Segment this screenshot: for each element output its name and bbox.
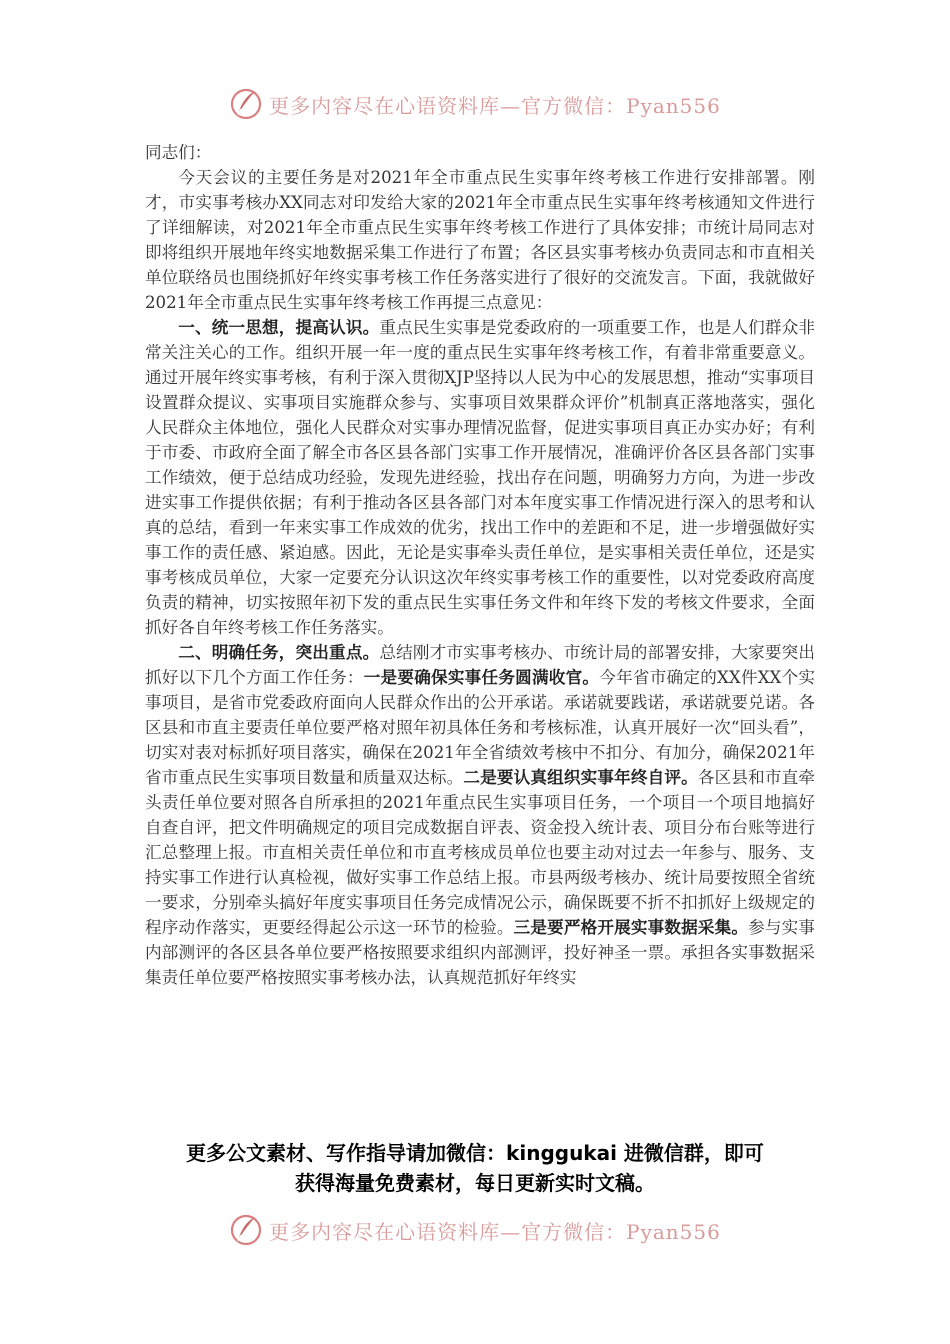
document-body [145, 140, 815, 990]
section-2-heading: 二、明确任务，突出重点。 [178, 642, 380, 662]
watermark-text: 更多内容尽在心语资料库—官方微信：Pyan556 [269, 1219, 721, 1244]
section-2-paragraph [145, 640, 815, 990]
section-1-paragraph [145, 315, 815, 640]
watermark-text: 更多内容尽在心语资料库—官方微信：Pyan556 [269, 93, 721, 118]
quill-logo-icon [229, 1213, 263, 1247]
section-2-body: 总结刚才市实事考核办、市统计局的部署安排，大家要突出抓好以下几个方面工作任务： [145, 643, 816, 687]
promo-line-1: 更多公文素材、写作指导请加微信：kinggukai 进微信群，即可 [186, 1141, 764, 1165]
watermark-footer [0, 1212, 950, 1248]
task-1-body: 今年省市确定的XX件XX个实事项目，是省市党委政府面向人民群众作出的公开承诺。承诺就要践诺，承诺就要兑诺。各区县和市直主要责任单位要严格对照年初具体任务和考核标准，认真开展好一次“回头看”，切实对表对标抓好项目落实，确保在2021年全省绩效考核中不扣分、有加分，确保2021年省市重点民生实事项目数量和质量双达标。 [145, 668, 815, 787]
section-1-heading: 一、统一思想，提高认识。 [178, 317, 380, 337]
task-2-heading: 二是要认真组织实事年终自评。 [463, 767, 698, 787]
section-1-body: 重点民生实事是党委政府的一项重要工作，也是人们群众非常关注关心的工作。组织开展一年一度的重点民生实事年终考核工作，有着非常重要意义。通过开展年终实事考核，有利于深入贯彻XJP坚持以人民为中心的发展思想，推动“实事项目设置群众提议、实事项目实施群众参与、实事项目效果群众评价”机制真正落地落实，强化人民群众主体地位，强化人民群众对实事办理情况监督，促进实事项目真正办实办好；有利于市委、市政府全面了解全市各区县各部门实事工作开展情况，准确评价各区县各部门实事工作绩效，便于总结成功经验，发现先进经验，找出存在问题，明确努力方向，为进一步改进实事工作提供依据；有利于推动各区县各部门对本年度实事工作情况进行深入的思考和认真的总结，看到一年来实事工作成效的优劣，找出工作中的差距和不足，进一步增强做好实事工作的责任感、紧迫感。因此，无论是实事牵头责任单位，是实事相关责任单位，还是实事考核成员单位，大家一定要充分认识这次年终实事考核工作的重要性，以对党委政府高度负责的精神，切实按照年初下发的重点民生实事任务文件和年终下发的考核文件要求，全面抓好各自年终考核工作任务落实。 [145, 318, 816, 637]
watermark-header [0, 86, 950, 122]
promo-banner [120, 1138, 830, 1198]
intro-paragraph: 今天会议的主要任务是对2021年全市重点民生实事年终考核工作进行安排部署。刚才，市实事考核办XX同志对印发给大家的2021年全市重点民生实事年终考核通知文件进行了详细解读，对2021年全市重点民生实事年终考核工作进行了具体安排；市统计局同志对即将组织开展地年终实地数据采集工作进行了布置；各区县实事考核办负责同志和市直相关单位联络员也围绕抓好年终实事考核工作任务落实进行了很好的交流发言。下面，我就做好2021年全市重点民生实事年终考核工作再提三点意见： [145, 168, 815, 312]
task-3-heading: 三是要严格开展实事数据采集。 [513, 917, 749, 937]
promo-line-2: 获得海量免费素材，每日更新实时文稿。 [295, 1171, 655, 1195]
quill-logo-icon [229, 87, 263, 121]
task-3-body: 参与实事内部测评的各区县各单位要严格按照要求组织内部测评，投好神圣一票。承担各实事数据采集责任单位要严格按照实事考核办法，认真规范抓好年终实 [145, 918, 816, 987]
task-1-heading: 一是要确保实事任务圆满收官。 [363, 667, 600, 687]
task-2-body: 各区县和市直牵头责任单位要对照各自所承担的2021年重点民生实事项目任务，一个项目一个项目地搞好自查自评，把文件明确规定的项目完成数据自评表、资金投入统计表、项目分布台账等进行汇总整理上报。市直相关责任单位和市直考核成员单位也要主动对过去一年参与、服务、支持实事工作进行认真检视，做好实事工作总结上报。市县两级考核办、统计局要按照全省统一要求，分别牵头搞好年度实事项目任务完成情况公示，确保既要不折不扣抓好上级规定的程序动作落实，更要经得起公示这一环节的检验。 [145, 768, 816, 937]
salutation: 同志们： [145, 143, 212, 162]
